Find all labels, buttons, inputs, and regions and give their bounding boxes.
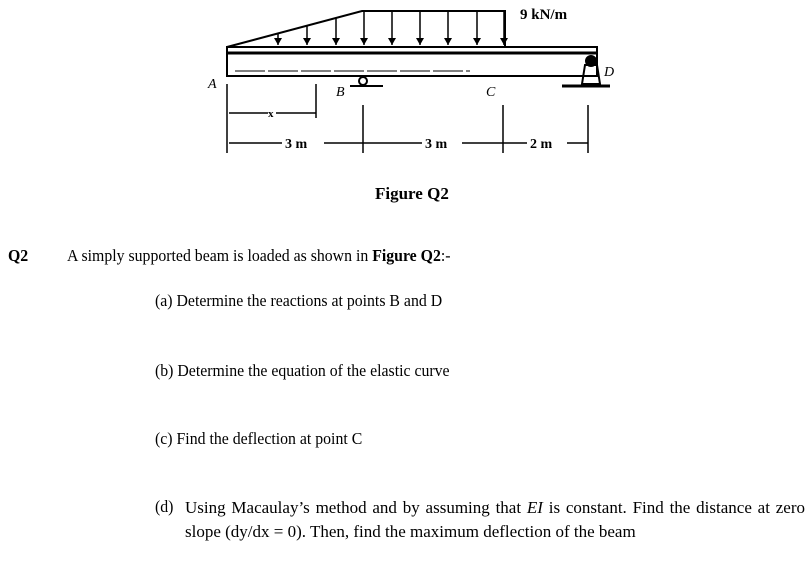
figure-caption: Figure Q2: [375, 184, 449, 203]
part-text: Determine the equation of the elastic curve: [177, 361, 450, 380]
point-d-label: D: [604, 65, 615, 80]
dim-ab: 3 m: [285, 137, 308, 152]
dim-bc: 3 m: [425, 137, 448, 152]
figure-ref: Figure Q2: [372, 246, 441, 265]
ei-symbol: EI: [526, 498, 543, 517]
point-c-label: C: [486, 85, 496, 100]
part-text: Using Macaulay’s method and by assuming that: [185, 498, 527, 517]
part-d-text: [185, 496, 805, 543]
x-label: x: [268, 108, 274, 120]
dim-cd: 2 m: [530, 137, 553, 152]
pin-support-d: [562, 56, 610, 86]
part-text: Determine the reactions at points B and D: [176, 291, 443, 310]
question-intro: [67, 246, 451, 266]
part-text: is constant. Find the distance at zero slope (dy/dx = 0). Then, find the maximum deflection of the beam: [185, 498, 805, 541]
point-b-label: B: [336, 85, 345, 100]
intro-text: A simply supported beam is loaded as shown in: [67, 246, 373, 265]
part-label: (a): [155, 291, 173, 310]
part-b: [155, 361, 450, 381]
beam: [227, 47, 597, 76]
point-a-label: A: [208, 77, 217, 92]
part-c: [155, 429, 362, 449]
part-text: Find the deflection at point C: [176, 429, 363, 448]
question-number: Q2: [8, 246, 29, 265]
roller-support-b: [350, 77, 383, 86]
part-label: (b): [155, 361, 174, 380]
load-label: 9 kN/m: [520, 7, 568, 23]
part-a: [155, 291, 442, 311]
beam-figure: [0, 0, 809, 210]
intro-suffix: :-: [440, 246, 451, 265]
part-d-label: (d): [155, 497, 174, 516]
distributed-load: [227, 11, 505, 47]
part-label: (c): [155, 429, 173, 448]
